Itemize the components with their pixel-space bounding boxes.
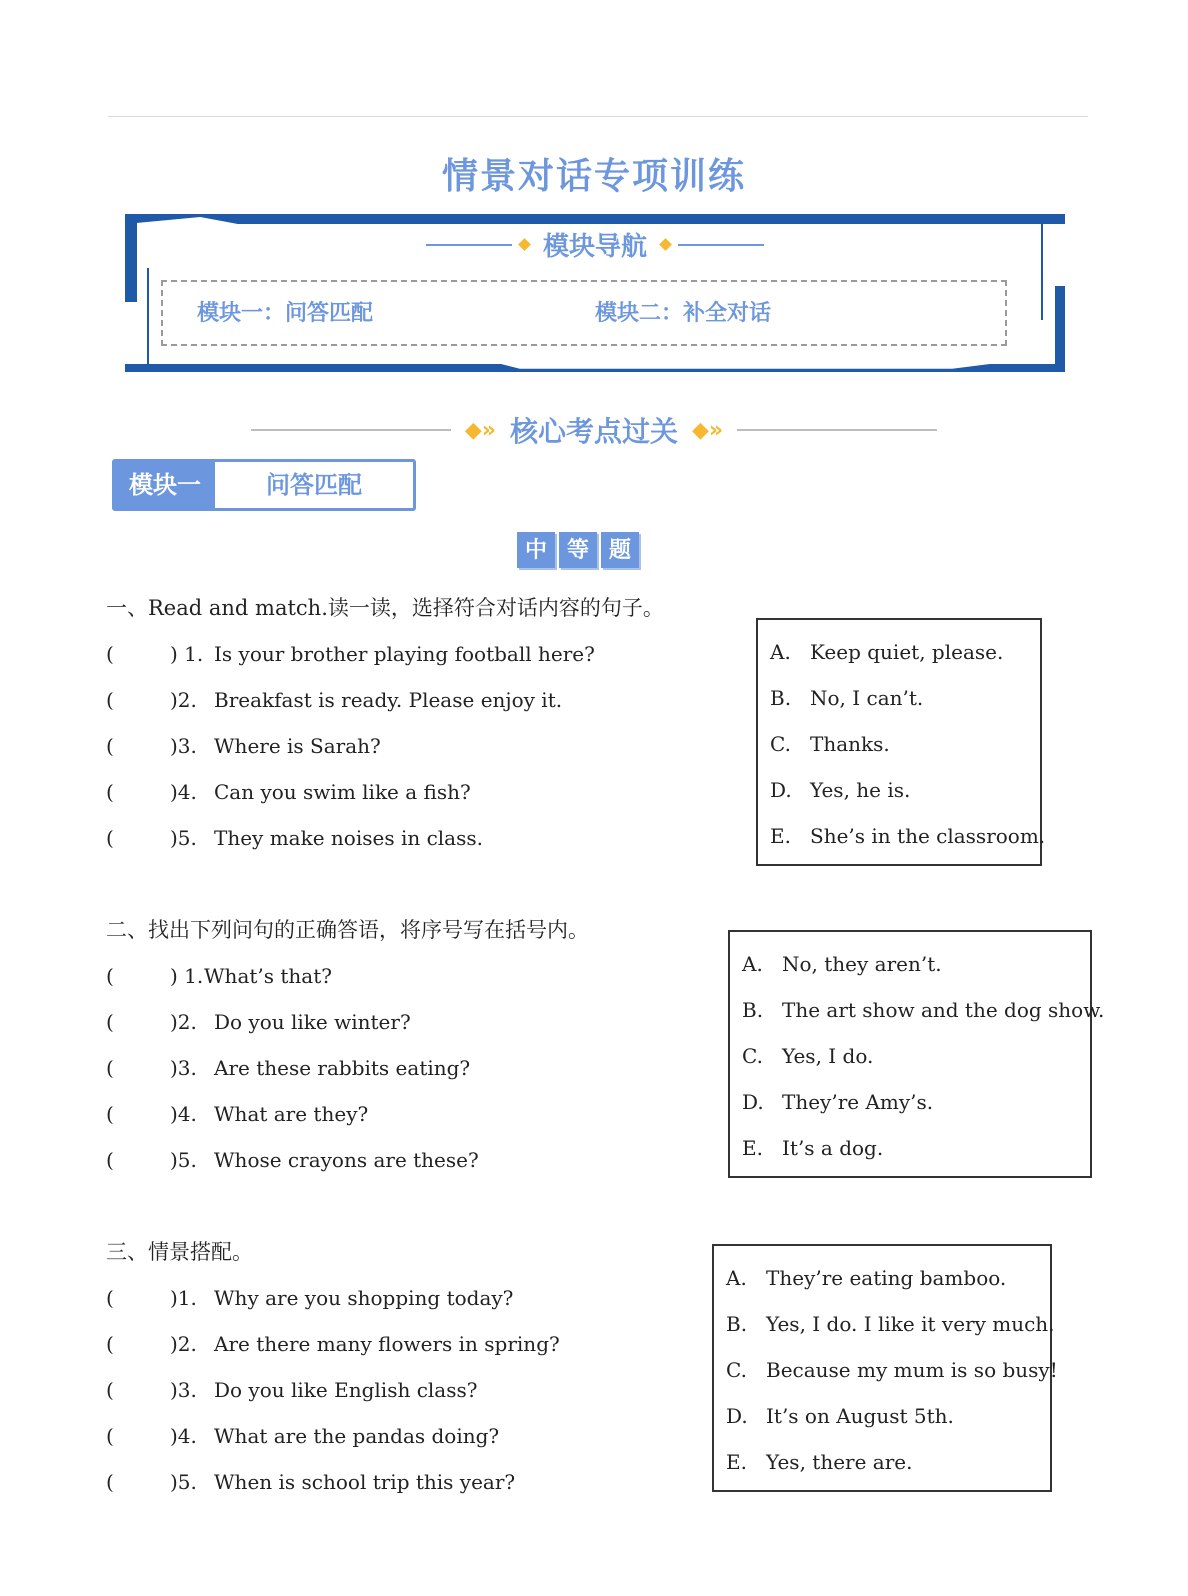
core-heading-text: 核心考点过关 xyxy=(509,415,678,448)
module-tab-name: 问答匹配 xyxy=(266,470,362,499)
difficulty-char: 题 xyxy=(601,532,639,568)
option-item: B. Yes, I do. I like it very much. xyxy=(726,1312,1055,1336)
option-item: E. Yes, there are. xyxy=(726,1450,913,1474)
double-chevron-icon: ◆» xyxy=(692,417,724,443)
module-tab xyxy=(112,459,416,511)
nav-frame-top xyxy=(125,214,1065,224)
option-item: B. No, I can’t. xyxy=(770,686,924,710)
section-1-title: 一、Read and match.读一读，选择符合对话内容的句子。 xyxy=(106,596,664,620)
nav-frame-bottom xyxy=(125,364,1065,372)
option-item: A. They’re eating bamboo. xyxy=(726,1266,1007,1290)
option-item: C. Thanks. xyxy=(770,732,890,756)
nav-module-list xyxy=(161,280,1007,346)
section-3-title: 三、情景搭配。 xyxy=(106,1240,253,1264)
module-navigation-box xyxy=(125,214,1065,376)
core-heading-line-left xyxy=(251,429,451,431)
difficulty-char: 等 xyxy=(559,532,597,568)
difficulty-badge xyxy=(517,532,639,568)
diamond-icon xyxy=(518,238,531,251)
nav-module-2[interactable]: 模块二：补全对话 xyxy=(595,300,772,326)
top-rule xyxy=(108,116,1088,117)
options-box-1 xyxy=(756,618,1046,866)
nav-frame-right xyxy=(1055,286,1065,372)
difficulty-char: 中 xyxy=(517,532,555,568)
option-item: B. The art show and the dog show. xyxy=(742,998,1105,1022)
option-item: D. It’s on August 5th. xyxy=(726,1404,954,1428)
option-item: E. She’s in the classroom. xyxy=(770,824,1046,848)
options-box-3 xyxy=(712,1244,1058,1492)
option-item: C. Because my mum is so busy! xyxy=(726,1358,1058,1382)
page-title: 情景对话专项训练 xyxy=(441,155,746,197)
option-item: D. They’re Amy’s. xyxy=(742,1090,934,1114)
module-tab-label: 模块一 xyxy=(115,462,215,508)
nav-frame-inner-left xyxy=(147,268,149,364)
option-item: C. Yes, I do. xyxy=(742,1044,874,1068)
option-item: E. It’s a dog. xyxy=(742,1136,884,1160)
core-heading xyxy=(0,410,1188,450)
nav-heading xyxy=(125,226,1065,263)
nav-heading-line-right xyxy=(678,244,764,246)
nav-heading-line-left xyxy=(426,244,512,246)
diamond-icon xyxy=(659,238,672,251)
nav-heading-text: 模块导航 xyxy=(542,232,647,262)
option-item: A. Keep quiet, please. xyxy=(770,640,1004,664)
option-item: A. No, they aren’t. xyxy=(742,952,942,976)
nav-module-1[interactable]: 模块一：问答匹配 xyxy=(197,300,374,326)
core-heading-line-right xyxy=(737,429,937,431)
double-chevron-icon: ◆» xyxy=(464,417,496,443)
section-2-title: 二、找出下列问句的正确答语，将序号写在括号内。 xyxy=(106,918,589,942)
options-box-2 xyxy=(728,930,1105,1178)
option-item: D. Yes, he is. xyxy=(770,778,911,802)
